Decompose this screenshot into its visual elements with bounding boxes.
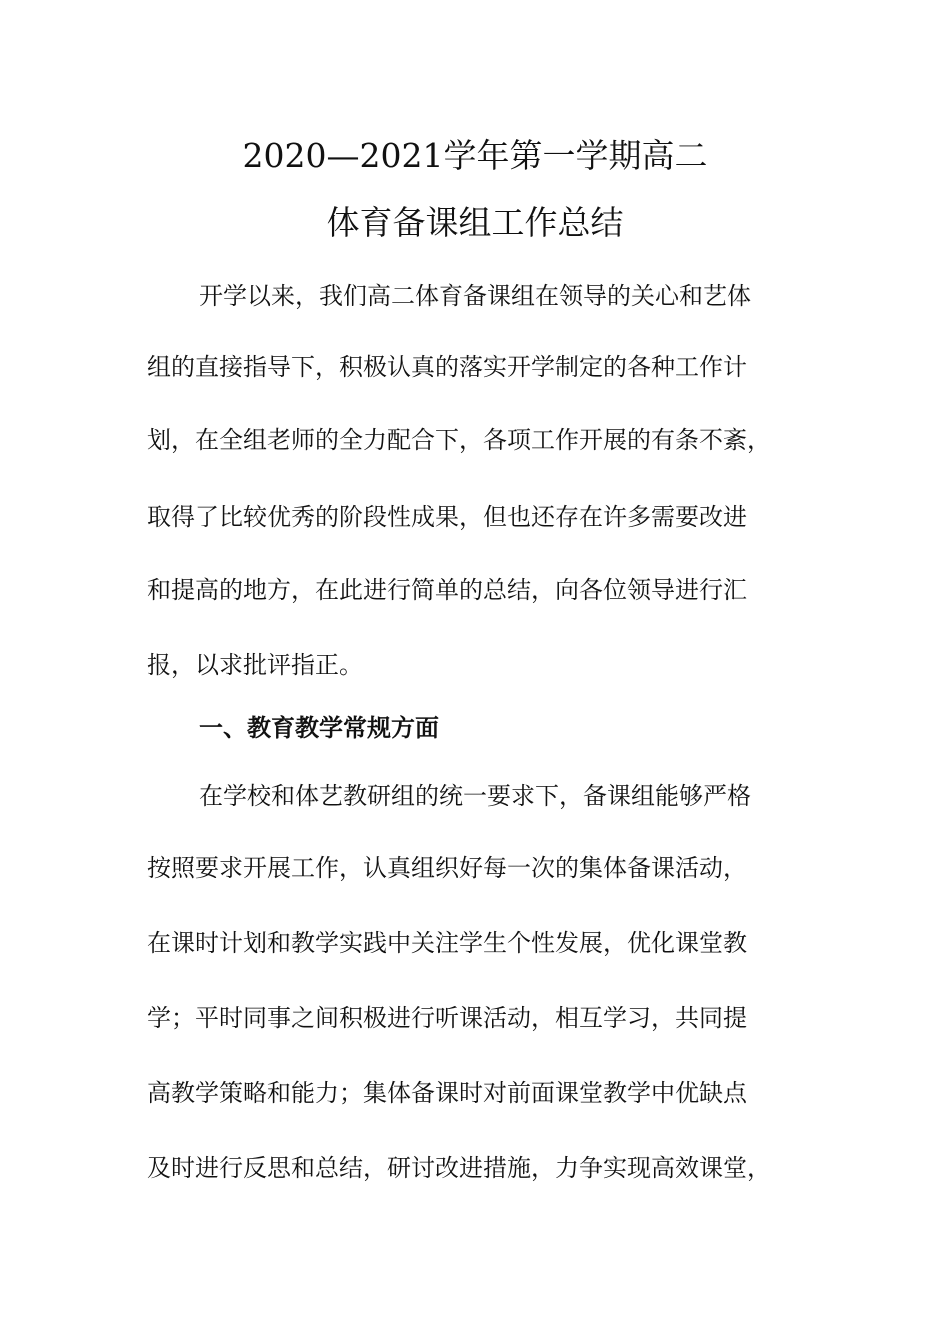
paragraph-line: 高教学策略和能力；集体备课时对前面课堂教学中优缺点 bbox=[147, 1079, 747, 1107]
paragraph-line: 组的直接指导下，积极认真的落实开学制定的各种工作计 bbox=[147, 353, 747, 381]
paragraph-line: 在学校和体艺教研组的统一要求下，备课组能够严格 bbox=[199, 782, 751, 810]
section-heading: 一、教育教学常规方面 bbox=[199, 714, 439, 742]
paragraph-line: 取得了比较优秀的阶段性成果，但也还存在许多需要改进 bbox=[147, 503, 747, 531]
document-title-line-1: 2020—2021学年第一学期高二 bbox=[242, 136, 708, 175]
paragraph-line: 及时进行反思和总结，研讨改进措施，力争实现高效课堂， bbox=[147, 1154, 771, 1182]
paragraph-line: 报，以求批评指正。 bbox=[147, 651, 363, 679]
paragraph-line: 学；平时同事之间积极进行听课活动，相互学习，共同提 bbox=[147, 1004, 747, 1032]
paragraph-line: 和提高的地方，在此进行简单的总结，向各位领导进行汇 bbox=[147, 576, 747, 604]
document-title-line-2: 体育备课组工作总结 bbox=[326, 203, 624, 242]
paragraph-line: 开学以来，我们高二体育备课组在领导的关心和艺体 bbox=[199, 282, 751, 310]
paragraph-line: 在课时计划和教学实践中关注学生个性发展，优化课堂教 bbox=[147, 929, 747, 957]
paragraph-line: 划，在全组老师的全力配合下，各项工作开展的有条不紊， bbox=[147, 426, 771, 454]
paragraph-line: 按照要求开展工作，认真组织好每一次的集体备课活动， bbox=[147, 854, 747, 882]
